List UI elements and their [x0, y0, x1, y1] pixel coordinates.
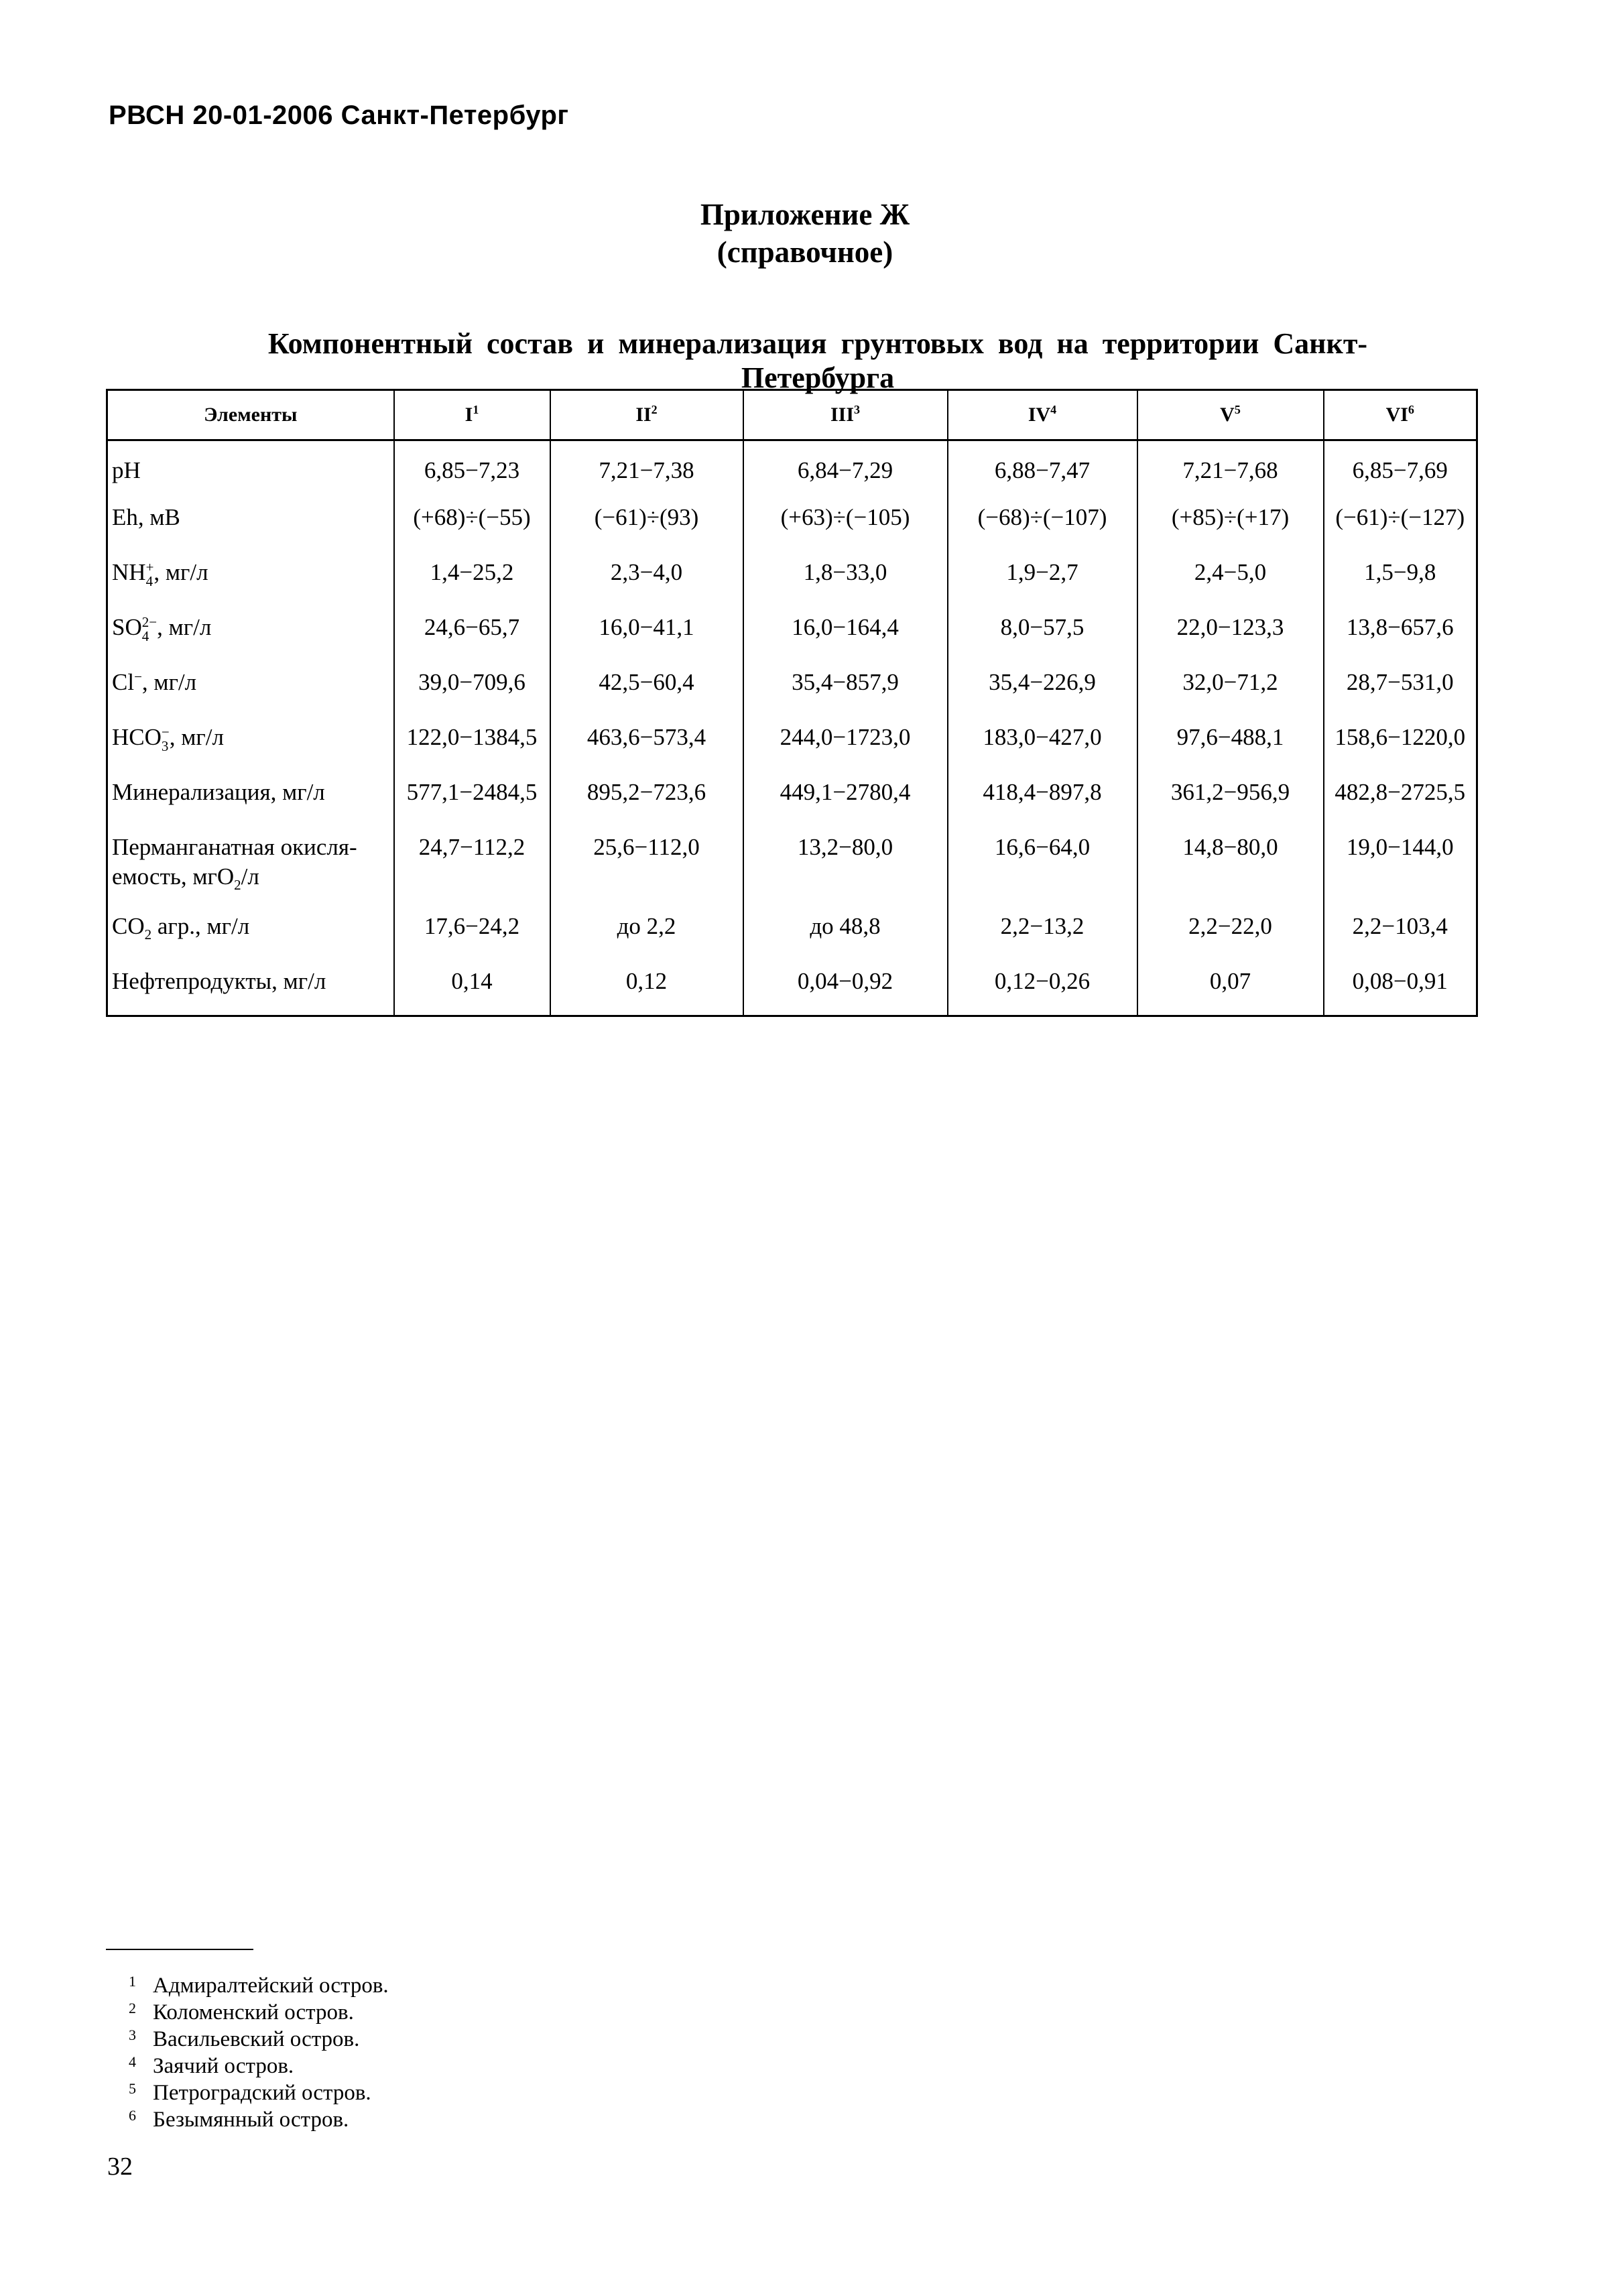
- value-cell: 463,6−573,4: [550, 716, 743, 771]
- value-cell: 6,84−7,29: [743, 440, 948, 497]
- value-cell: 2,3−4,0: [550, 551, 743, 606]
- value-cell: 2,2−22,0: [1137, 905, 1324, 960]
- appendix-title: Приложение Ж: [700, 198, 910, 231]
- value-cell: 2,2−103,4: [1324, 905, 1477, 960]
- value-cell: 183,0−427,0: [948, 716, 1137, 771]
- value-cell: 158,6−1220,0: [1324, 716, 1477, 771]
- value-cell: (+63)÷(−105): [743, 496, 948, 551]
- value-cell: 0,07: [1137, 960, 1324, 1016]
- value-cell: 97,6−488,1: [1137, 716, 1324, 771]
- value-cell: 39,0−709,6: [394, 661, 550, 716]
- value-cell: 6,85−7,23: [394, 440, 550, 497]
- value-cell: 0,12: [550, 960, 743, 1016]
- footnotes: [129, 1972, 389, 2133]
- footnote-item: 2 Коломенский остров.: [129, 2000, 354, 2025]
- value-cell: (−61)÷(93): [550, 496, 743, 551]
- param-cell: pH: [107, 440, 394, 497]
- param-cell: Перманганатная окисля- емость, мгO$_2$/л: [107, 826, 394, 905]
- param-cell: Нефтепродукты, мг/л: [107, 960, 394, 1016]
- value-cell: 0,04−0,92: [743, 960, 948, 1016]
- param-cell: NH + 4 , мг/л: [107, 551, 394, 606]
- table-row-mineralization: [107, 771, 1477, 826]
- table-row-nh4: [107, 551, 1477, 606]
- value-cell: 8,0−57,5: [948, 606, 1137, 661]
- value-cell: 35,4−226,9: [948, 661, 1137, 716]
- value-cell: 1,5−9,8: [1324, 551, 1477, 606]
- value-cell: 122,0−1384,5: [394, 716, 550, 771]
- value-cell: 0,14: [394, 960, 550, 1016]
- param-cell: SO 2− 4 , мг/л: [107, 606, 394, 661]
- value-cell: 22,0−123,3: [1137, 606, 1324, 661]
- param-cell: Eh, мВ: [107, 496, 394, 551]
- param-cell: Cl−, мг/л: [107, 661, 394, 716]
- value-cell: 1,8−33,0: [743, 551, 948, 606]
- appendix-subtitle: (справочное): [717, 235, 893, 269]
- value-cell: до 48,8: [743, 905, 948, 960]
- footnote-divider: [106, 1949, 253, 1950]
- value-cell: 577,1−2484,5: [394, 771, 550, 826]
- value-cell: 1,4−25,2: [394, 551, 550, 606]
- header-col-1: I$^1$: [394, 390, 550, 440]
- value-cell: (−61)÷(−127): [1324, 496, 1477, 551]
- value-cell: 24,6−65,7: [394, 606, 550, 661]
- header-col-4: IV$^4$: [948, 390, 1137, 440]
- footnote-item: 1 Адмиралтейский остров.: [129, 1973, 389, 1998]
- page-number: 32: [107, 2153, 133, 2181]
- header-elements: Элементы: [107, 390, 394, 440]
- value-cell: 2,2−13,2: [948, 905, 1137, 960]
- value-cell: 7,21−7,38: [550, 440, 743, 497]
- param-cell: Минерализация, мг/л: [107, 771, 394, 826]
- header-col-5: V$^5$: [1137, 390, 1324, 440]
- value-cell: 244,0−1723,0: [743, 716, 948, 771]
- table-row-so4: [107, 606, 1477, 661]
- value-cell: 16,0−41,1: [550, 606, 743, 661]
- value-cell: 449,1−2780,4: [743, 771, 948, 826]
- value-cell: 35,4−857,9: [743, 661, 948, 716]
- value-cell: 32,0−71,2: [1137, 661, 1324, 716]
- table-title: Компонентный состав и минерализация грунтовых вод на территории Санкт-Петербурга: [267, 327, 1368, 394]
- table-row-petroleum: [107, 960, 1477, 1016]
- footnote-item: 4 Заячий остров.: [129, 2053, 294, 2078]
- value-cell: 1,9−2,7: [948, 551, 1137, 606]
- value-cell: (+68)÷(−55): [394, 496, 550, 551]
- value-cell: 482,8−2725,5: [1324, 771, 1477, 826]
- value-cell: 13,2−80,0: [743, 826, 948, 905]
- value-cell: 25,6−112,0: [550, 826, 743, 905]
- table-row-cl: [107, 661, 1477, 716]
- table-header-row: [107, 390, 1477, 440]
- document-header: РВСН 20-01-2006 Санкт-Петербург: [109, 101, 569, 130]
- value-cell: 17,6−24,2: [394, 905, 550, 960]
- param-cell: HCO − 3 , мг/л: [107, 716, 394, 771]
- value-cell: 7,21−7,68: [1137, 440, 1324, 497]
- table-row-eh: [107, 496, 1477, 551]
- header-col-2: II$^2$: [550, 390, 743, 440]
- value-cell: 6,88−7,47: [948, 440, 1137, 497]
- footnote-item: 6 Безымянный остров.: [129, 2107, 349, 2132]
- table-row-co2: [107, 905, 1477, 960]
- value-cell: 895,2−723,6: [550, 771, 743, 826]
- value-cell: 418,4−897,8: [948, 771, 1137, 826]
- value-cell: 361,2−956,9: [1137, 771, 1324, 826]
- value-cell: 16,0−164,4: [743, 606, 948, 661]
- value-cell: (−68)÷(−107): [948, 496, 1137, 551]
- header-col-6: VI$^6$: [1324, 390, 1477, 440]
- param-cell: $CO_2$ агр., мг/л: [107, 905, 394, 960]
- value-cell: 42,5−60,4: [550, 661, 743, 716]
- value-cell: 16,6−64,0: [948, 826, 1137, 905]
- table-row-ph: [107, 440, 1477, 497]
- value-cell: 6,85−7,69: [1324, 440, 1477, 497]
- groundwater-composition-table: [106, 389, 1478, 1017]
- value-cell: 2,4−5,0: [1137, 551, 1324, 606]
- footnote-item: 3 Васильевский остров.: [129, 2027, 360, 2051]
- footnote-item: 5 Петроградский остров.: [129, 2080, 371, 2105]
- value-cell: до 2,2: [550, 905, 743, 960]
- value-cell: 0,08−0,91: [1324, 960, 1477, 1016]
- value-cell: 28,7−531,0: [1324, 661, 1477, 716]
- value-cell: (+85)÷(+17): [1137, 496, 1324, 551]
- table-row-hco3: [107, 716, 1477, 771]
- table-row-permanganate: [107, 826, 1477, 905]
- header-col-3: III$^3$: [743, 390, 948, 440]
- value-cell: 14,8−80,0: [1137, 826, 1324, 905]
- value-cell: 13,8−657,6: [1324, 606, 1477, 661]
- value-cell: 0,12−0,26: [948, 960, 1137, 1016]
- value-cell: 24,7−112,2: [394, 826, 550, 905]
- value-cell: 19,0−144,0: [1324, 826, 1477, 905]
